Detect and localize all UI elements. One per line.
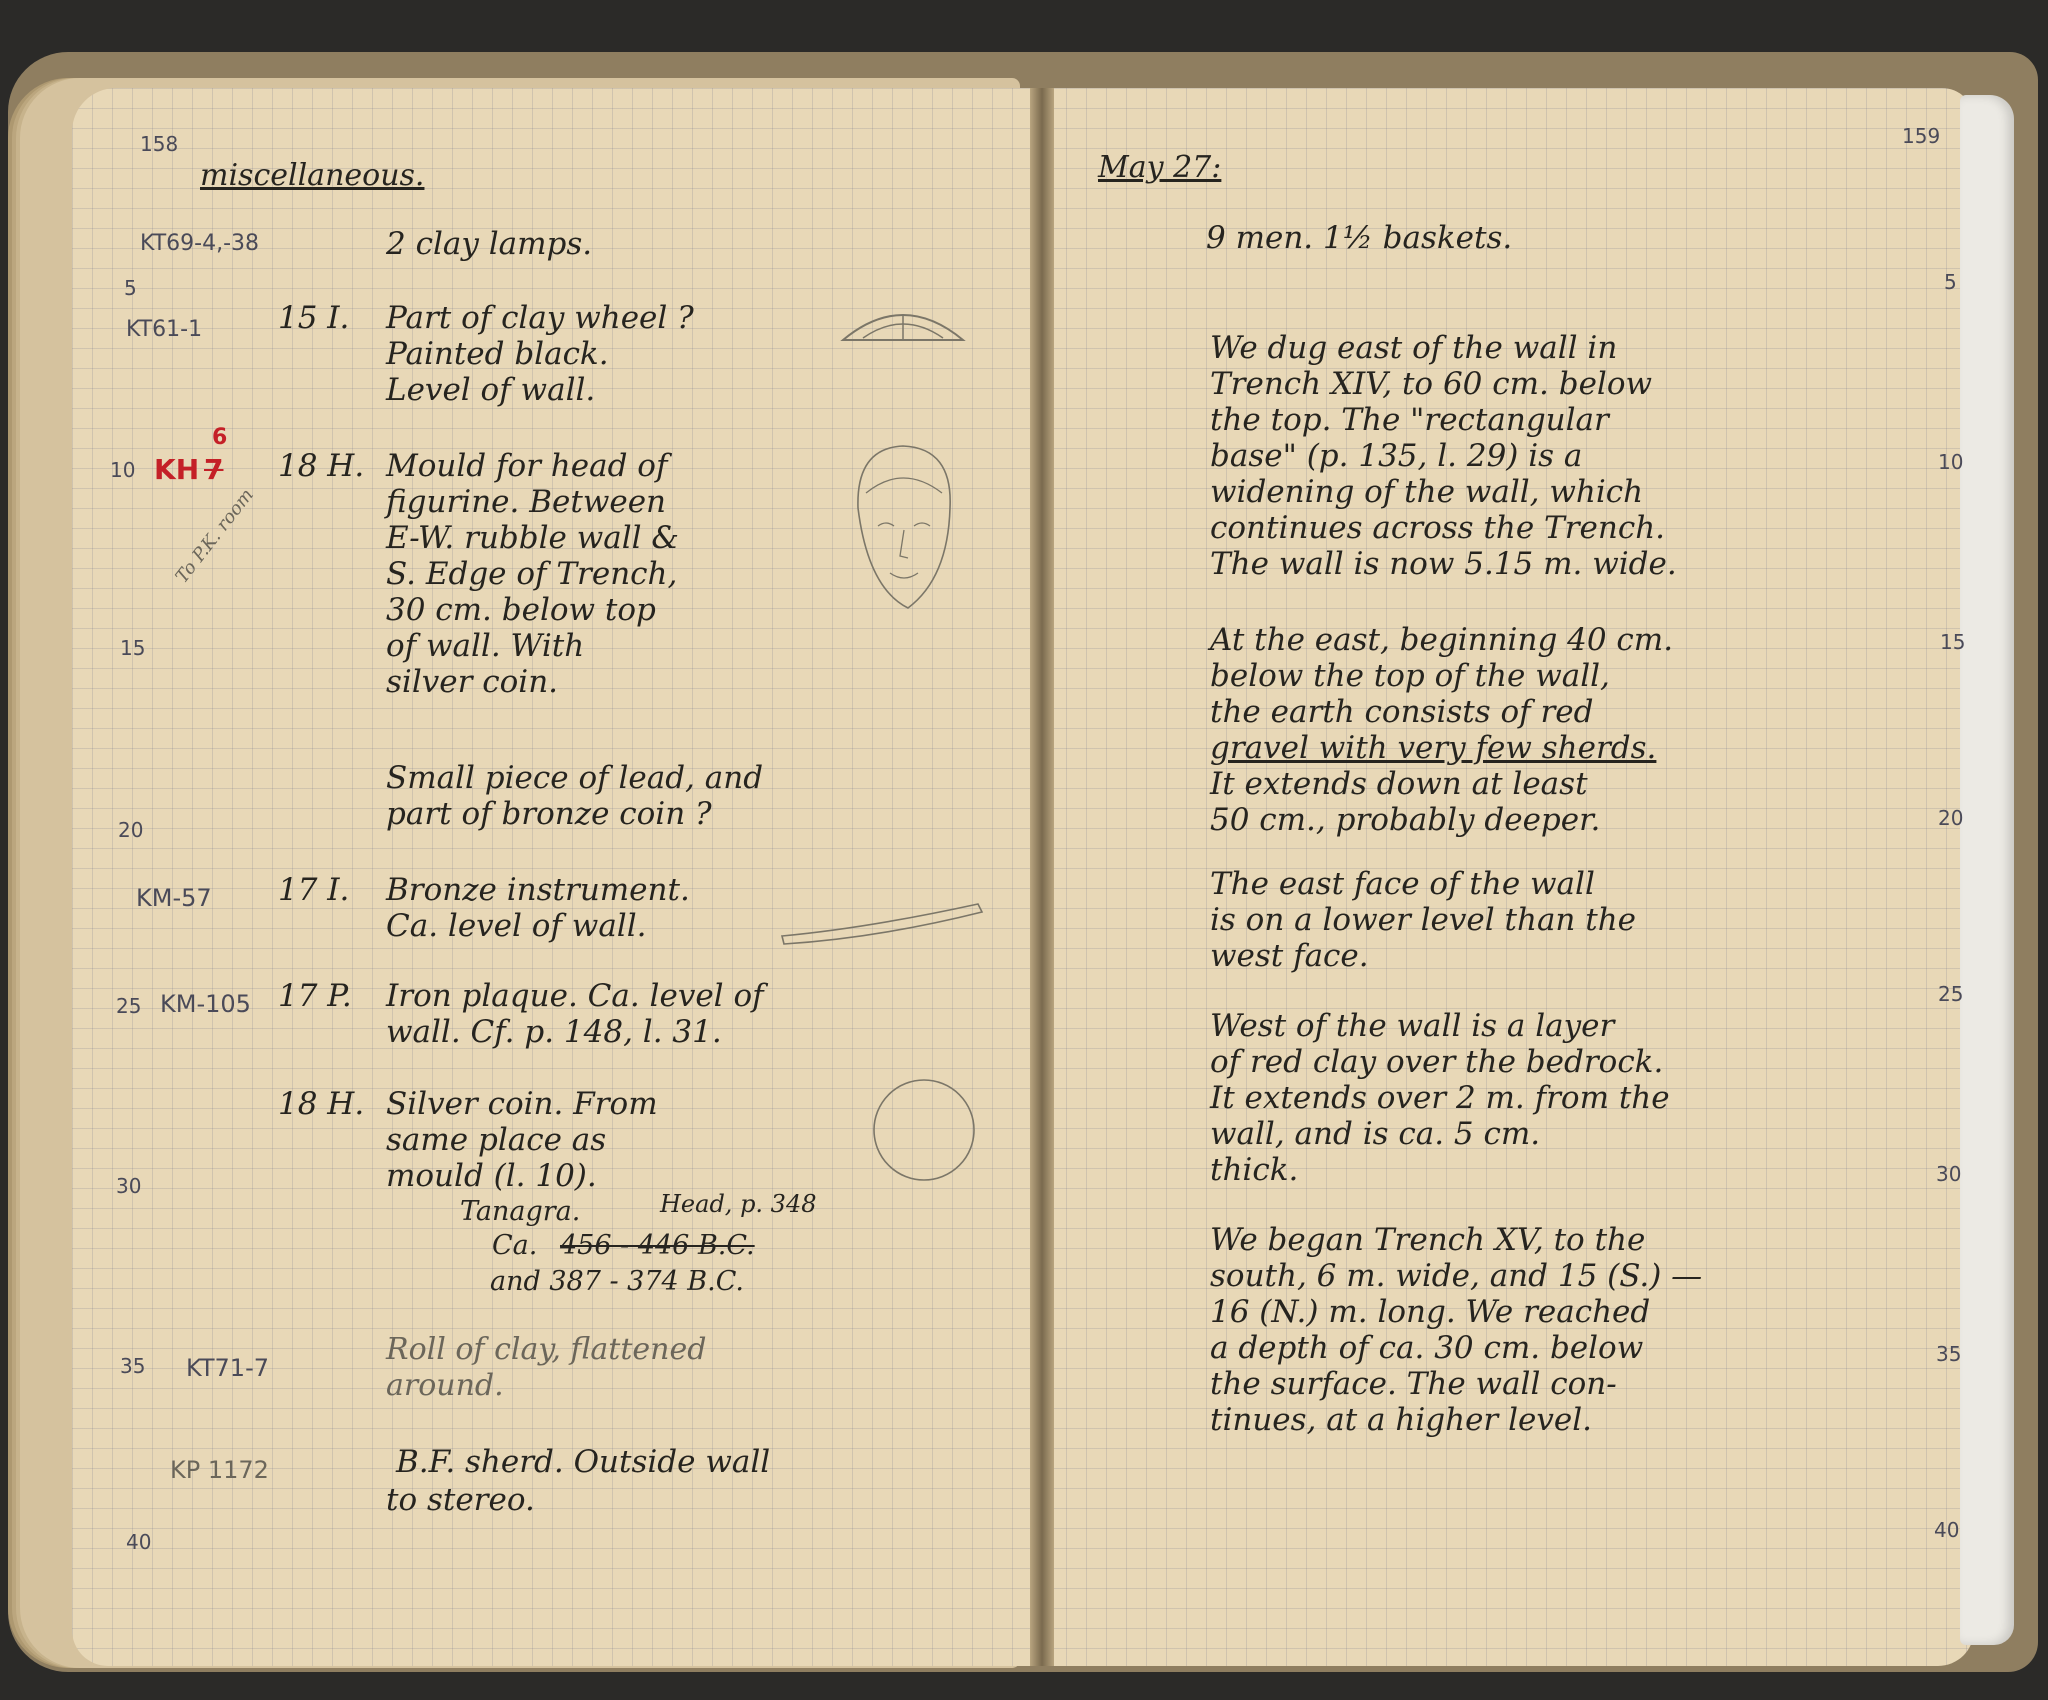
- entry-line: Mould for head of: [386, 448, 668, 484]
- paragraph-line: The wall is now 5.15 m. wide.: [1210, 546, 1677, 582]
- entry-sub-line: Tanagra.: [460, 1196, 581, 1227]
- locus: 18 H.: [278, 1086, 365, 1122]
- line-number: 5: [1944, 270, 1957, 294]
- locus: 17 P.: [278, 978, 352, 1014]
- line-number: 35: [1936, 1342, 1962, 1366]
- line-number: 35: [120, 1354, 146, 1378]
- entry-line: Painted black.: [386, 336, 609, 372]
- page-number: 158: [140, 132, 179, 156]
- entry-sub-line-struck: 456 - 446 B.C.: [560, 1230, 755, 1261]
- entry-line: same place as: [386, 1122, 607, 1158]
- entry-line: 2 clay lamps.: [386, 226, 593, 262]
- page-heading: miscellaneous.: [200, 158, 425, 193]
- line-number: 20: [1938, 806, 1964, 830]
- catalog-number: KM-105: [160, 990, 251, 1018]
- paragraph-line: Trench XIV, to 60 cm. below: [1210, 366, 1653, 402]
- paragraph-line: below the top of the wall,: [1210, 658, 1610, 694]
- paragraph-line: West of the wall is a layer: [1210, 1008, 1615, 1044]
- locus: 17 I.: [278, 872, 350, 908]
- catalog-number: KM-57: [136, 884, 212, 912]
- book-gutter: [1030, 88, 1054, 1666]
- paragraph-line: The east face of the wall: [1210, 866, 1595, 902]
- entry-line: E-W. rubble wall &: [386, 520, 680, 556]
- paragraph-line: At the east, beginning 40 cm.: [1210, 622, 1674, 658]
- locus: 18 H.: [278, 448, 365, 484]
- entry-line: 30 cm. below top: [386, 592, 656, 628]
- catalog-number: KT69-4,-38: [140, 231, 260, 256]
- paragraph-line: 16 (N.) m. long. We reached: [1210, 1294, 1651, 1330]
- paragraph-line: We dug east of the wall in: [1210, 330, 1618, 366]
- paragraph-line: 9 men. 1½ baskets.: [1206, 220, 1513, 256]
- entry-sub-line: Head, p. 348: [660, 1190, 817, 1218]
- paragraph-line: west face.: [1210, 938, 1369, 974]
- paragraph-line: the top. The "rectangular: [1210, 402, 1609, 438]
- line-number: 25: [116, 994, 142, 1018]
- page-number: 159: [1902, 124, 1941, 148]
- wheel-sketch: [838, 300, 968, 350]
- instrument-sketch: [778, 898, 988, 948]
- line-number: 5: [124, 276, 137, 300]
- head-sketch: [838, 438, 968, 618]
- catalog-number-correction: 6: [212, 425, 228, 450]
- entry-line-pencil: Roll of clay, flattened: [386, 1332, 707, 1367]
- line-number: 15: [120, 636, 146, 660]
- entry-line: to stereo.: [386, 1482, 535, 1518]
- entry-line: part of bronze coin ?: [386, 796, 712, 832]
- paragraph-line: the earth consists of red: [1210, 694, 1594, 730]
- entry-line: Silver coin. From: [386, 1086, 658, 1122]
- catalog-number-struck: 7: [204, 453, 224, 486]
- pencil-note: To P.K. room: [171, 484, 258, 588]
- paragraph-line: It extends down at least: [1210, 766, 1588, 802]
- entry-line-pencil: around.: [386, 1368, 504, 1403]
- line-number: 40: [1934, 1518, 1960, 1542]
- entry-sub-line: Ca.: [492, 1230, 538, 1261]
- entry-line: figurine. Between: [386, 484, 667, 520]
- paragraph-line: continues across the Trench.: [1210, 510, 1666, 546]
- entry-line: B.F. sherd. Outside wall: [396, 1444, 771, 1480]
- line-number: 30: [1936, 1162, 1962, 1186]
- entry-line: S. Edge of Trench,: [386, 556, 678, 592]
- coin-sketch: [870, 1076, 980, 1186]
- paragraph-line: south, 6 m. wide, and 15 (S.) —: [1210, 1258, 1703, 1294]
- entry-sub-line: and 387 - 374 B.C.: [490, 1266, 744, 1297]
- line-number: 15: [1940, 630, 1966, 654]
- entry-line: Bronze instrument.: [386, 872, 690, 908]
- paragraph-line: It extends over 2 m. from the: [1210, 1080, 1670, 1116]
- line-number: 10: [1938, 450, 1964, 474]
- catalog-number: KP 1172: [170, 1456, 269, 1484]
- paragraph-line: widening of the wall, which: [1210, 474, 1644, 510]
- page-tab: [1960, 95, 2014, 1645]
- catalog-number-red: KH: [154, 453, 200, 486]
- paragraph-line: is on a lower level than the: [1210, 902, 1637, 938]
- paragraph-line: gravel with very few sherds.: [1210, 730, 1657, 766]
- paragraph-line: 50 cm., probably deeper.: [1210, 802, 1601, 838]
- paragraph-line: the surface. The wall con-: [1210, 1366, 1617, 1402]
- locus: 15 I.: [278, 300, 350, 336]
- paragraph-line: wall, and is ca. 5 cm.: [1210, 1116, 1541, 1152]
- line-number: 25: [1938, 982, 1964, 1006]
- entry-line: Iron plaque. Ca. level of: [386, 978, 764, 1014]
- catalog-number: KT71-7: [186, 1354, 270, 1382]
- line-number: 20: [118, 818, 144, 842]
- page-heading: May 27:: [1098, 150, 1222, 185]
- paragraph-line: tinues, at a higher level.: [1210, 1402, 1592, 1438]
- line-number: 10: [110, 458, 136, 482]
- entry-line: Level of wall.: [386, 372, 596, 408]
- catalog-number: KT61-1: [126, 317, 203, 342]
- line-number: 30: [116, 1174, 142, 1198]
- entry-line: mould (l. 10).: [386, 1158, 597, 1194]
- entry-line: Part of clay wheel ?: [386, 300, 694, 336]
- entry-line: of wall. With: [386, 628, 585, 664]
- entry-line: silver coin.: [386, 664, 559, 700]
- paragraph-line: a depth of ca. 30 cm. below: [1210, 1330, 1644, 1366]
- paragraph-line: base" (p. 135, l. 29) is a: [1210, 438, 1583, 474]
- line-number: 40: [126, 1530, 152, 1554]
- paragraph-line: of red clay over the bedrock.: [1210, 1044, 1664, 1080]
- entry-line: Ca. level of wall.: [386, 908, 647, 944]
- entry-line: Small piece of lead, and: [386, 760, 764, 796]
- paragraph-line: thick.: [1210, 1152, 1299, 1188]
- entry-line: wall. Cf. p. 148, l. 31.: [386, 1014, 722, 1050]
- paragraph-line: We began Trench XV, to the: [1210, 1222, 1646, 1258]
